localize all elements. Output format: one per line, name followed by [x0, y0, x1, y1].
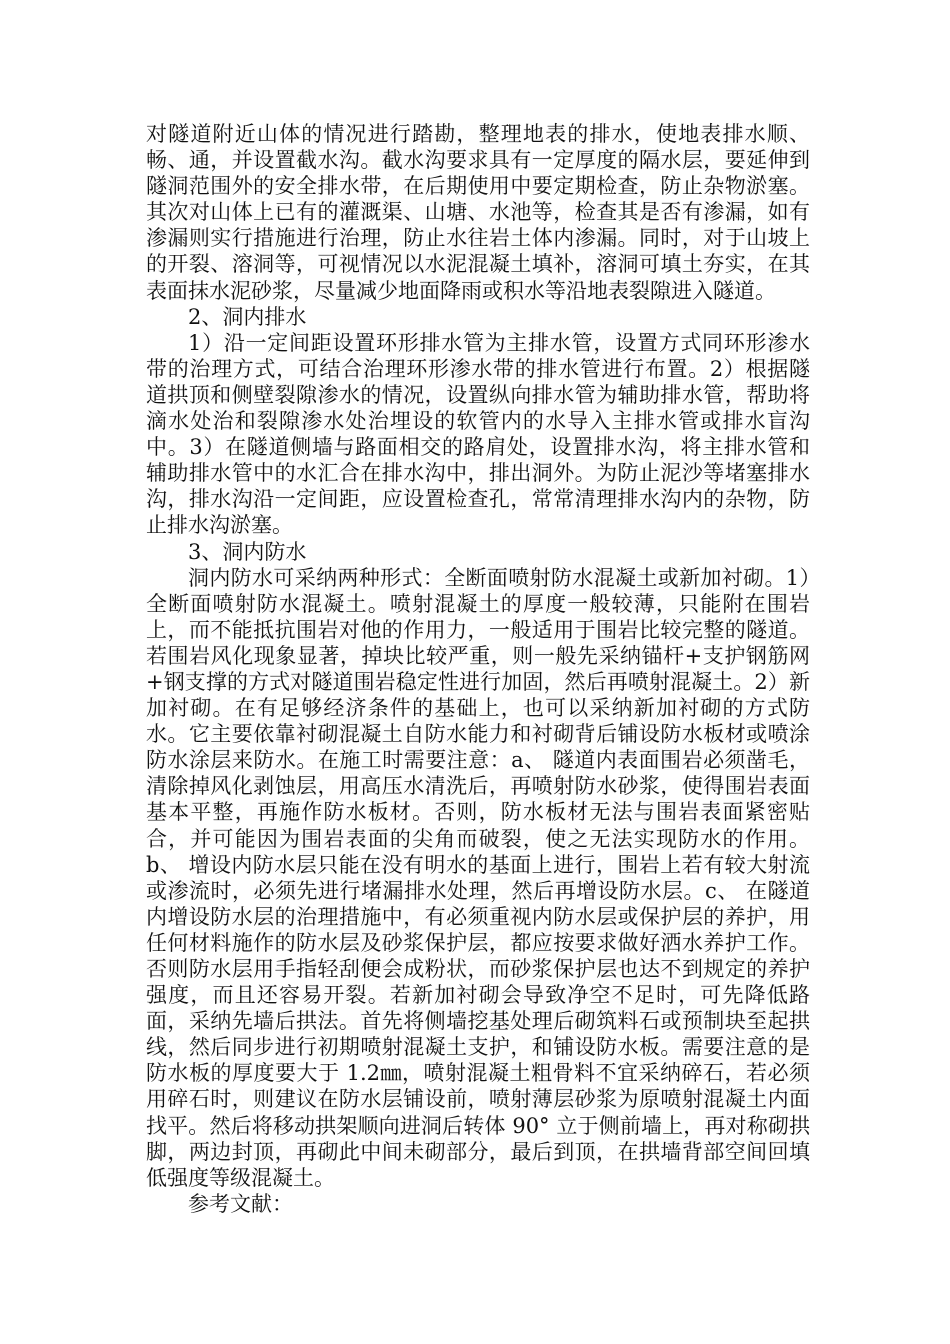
paragraph-tunnel-waterproofing: 洞内防水可采纳两种形式：全断面喷射防水混凝土或新加衬砌。1）全断面喷射防水混凝土。喷射混凝土的厚度一般较薄，只能附在围岩上，而不能抵抗围岩对他的作用力，一般适用于围岩比较完整的隧道。若围岩风化现象显著，掉块比较严重，则一般先采纳锚杆+支护钢筋网+钢支撑的方式对隧道围岩稳定性进行加固，然后再喷射混凝土。2）新加衬砌。在有足够经济条件的基础上，也可以采纳新加衬砌的方式防水。它主要依靠衬砌混凝土自防水能力和衬砌背后铺设防水板材或喷涂防水涂层来防水。在施工时需要注意：a、 隧道内表面围岩必须凿毛，清除掉风化剥蚀层，用高压水清洗后，再喷射防水砂浆，使得围岩表面基本平整，再施作防水板材。否则，防水板材无法与围岩表面紧密贴合，并可能因为围岩表面的尖角而破裂，使之无法实现防水的作用。b、 增设内防水层只能在没有明水的基面上进行，围岩上若有较大射流或渗流时，必须先进行堵漏排水处理，然后再增设防水层。c、 在隧道内增设防水层的治理措施中，有必须重视内防水层或保护层的养护，用任何材料施作的防水层及砂浆保护层，都应按要求做好洒水养护工作。否则防水层用手指轻刮便会成粉状，而砂浆保护层也达不到规定的养护强度，而且还容易开裂。若新加衬砌会导致净空不足时，可先降低路面，采纳先墙后拱法。首先将侧墙挖基处理后砌筑料石或预制块至起拱线，然后同步进行初期喷射混凝土支护，和铺设防水板。需要注意的是防水板的厚度要大于 1.2㎜，喷射混凝土粗骨料不宜采纳碎石，若必须用碎石时，则建议在防水层铺设前，喷射薄层砂浆为原喷射混凝土内面找平。然后将移动拱架顺向进洞后转体 90° 立于侧前墙上，再对称砌拱脚，两边封顶，再砌此中间未砌部分，最后到顶，在拱墙背部空间回填低强度等级混凝土。	[146, 565, 810, 1190]
heading-tunnel-waterproofing: 3、洞内防水	[188, 539, 307, 564]
paragraph-surface-drainage: 对隧道附近山体的情况进行踏勘，整理地表的排水，使地表排水顺、畅、通，并设置截水沟。截水沟要求具有一定厚度的隔水层，要延伸到隧洞范围外的安全排水带，在后期使用中要定期检查，防止杂物淤塞。其次对山体上已有的灌溉渠、山塘、水池等，检查其是否有渗漏，如有渗漏则实行措施进行治理，防止水往岩土体内渗漏。同时，对于山坡上的开裂、溶洞等，可视情况以水泥混凝土填补，溶洞可填土夯实，在其表面抹水泥砂浆，尽量减少地面降雨或积水等沿地表裂隙进入隧道。	[146, 122, 810, 303]
document-body	[146, 121, 810, 1217]
heading-references: 参考文献：	[188, 1191, 293, 1216]
heading-tunnel-drainage: 2、洞内排水	[188, 304, 307, 329]
paragraph-tunnel-drainage: 1）沿一定间距设置环形排水管为主排水管，设置方式同环形渗水带的治理方式，可结合治理环形渗水带的排水管进行布置。2）根据隧道拱顶和侧壁裂隙渗水的情况，设置纵向排水管为辅助排水管，帮助将滴水处治和裂隙渗水处治埋设的软管内的水导入主排水管或排水盲沟中。3）在隧道侧墙与路面相交的路肩处，设置排水沟，将主排水管和辅助排水管中的水汇合在排水沟中，排出洞外。为防止泥沙等堵塞排水沟，排水沟沿一定间距，应设置检查孔，常常清理排水沟内的杂物，防止排水沟淤塞。	[146, 330, 810, 538]
